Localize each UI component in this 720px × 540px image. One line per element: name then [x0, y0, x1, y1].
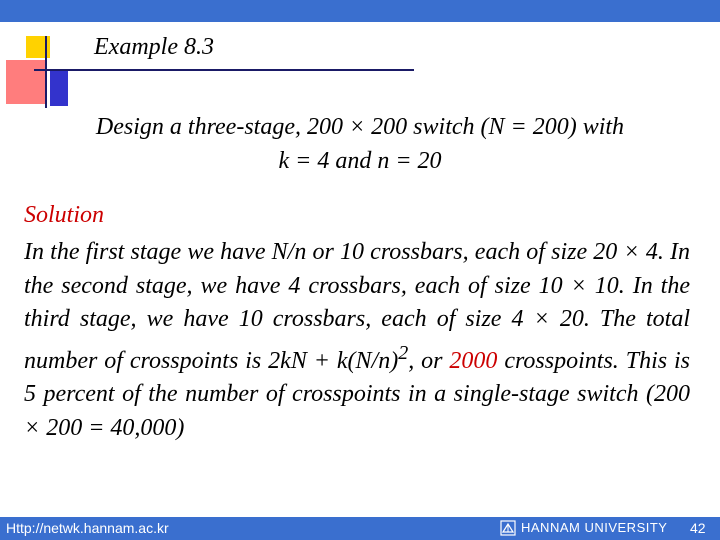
footer-university: HANNAM UNIVERSITY — [521, 520, 668, 535]
decor-blue-square — [50, 70, 68, 106]
solution-text-part1: In the first stage we have N/n or 10 crossbars, each of size 20 × 4. In the second stage, we have 4 crossbars, each of size 10 × 10. In the third stage, we have 10 crossbars, each of size 4 × 20. The total number of crosspoints is 2kN + k(N/n) — [24, 239, 690, 374]
university-logo-icon — [500, 520, 516, 536]
footer-url-link[interactable]: Http://netwk.hannam.ac.kr — [6, 520, 169, 536]
exponent: 2 — [398, 341, 409, 364]
page-number: 42 — [690, 520, 706, 536]
decor-horizontal-line — [34, 69, 414, 71]
solution-text-part2: , or — [408, 347, 450, 374]
highlighted-result: 2000 — [449, 347, 498, 374]
decor-red-square — [6, 60, 46, 104]
solution-body — [24, 236, 690, 445]
solution-text-part3: crosspoints. This is 5 percent of the number of crosspoints in a single-stage switch (200 × 200 = 40,000) — [24, 347, 691, 441]
top-bar — [0, 0, 720, 22]
footer-bar — [0, 517, 720, 540]
problem-statement: Design a three-stage, 200 × 200 switch (N = 200) with k = 4 and n = 20 — [95, 114, 625, 174]
slide-title: Example 8.3 — [94, 34, 214, 60]
solution-label: Solution — [24, 202, 105, 228]
decor-vertical-line — [45, 36, 47, 108]
